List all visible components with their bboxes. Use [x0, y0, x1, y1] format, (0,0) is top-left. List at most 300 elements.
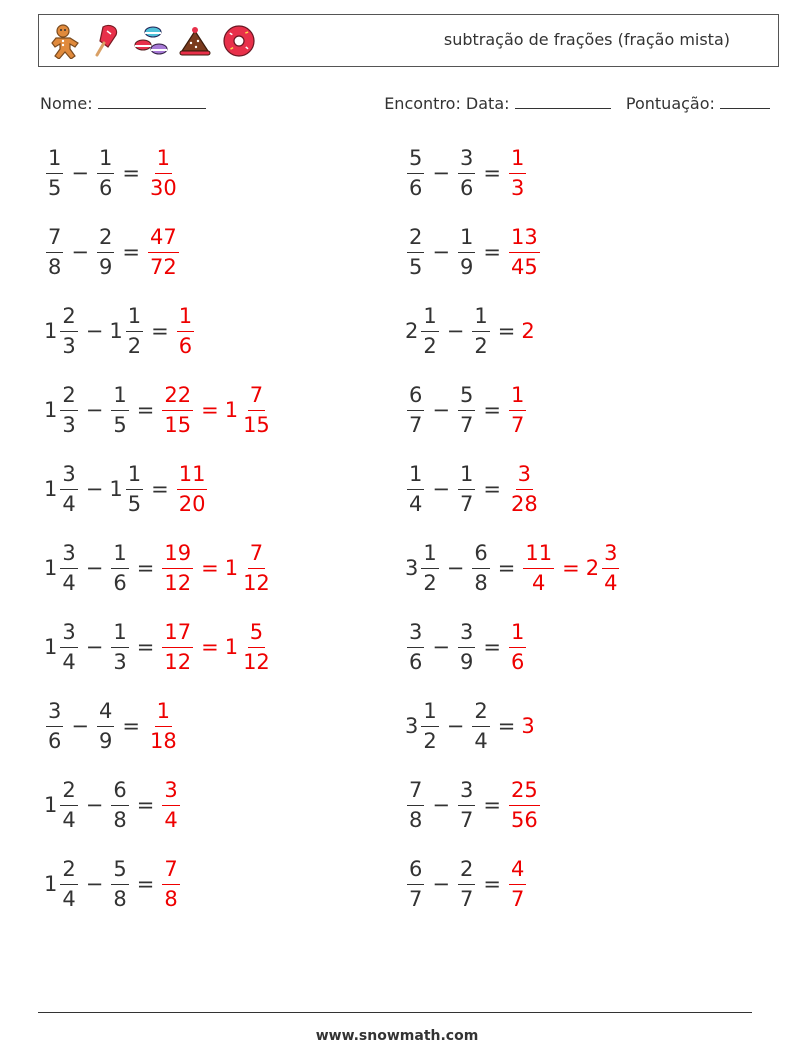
- footer-divider: [38, 1012, 752, 1013]
- mixed-number: [146, 145, 181, 200]
- answer: [146, 698, 181, 753]
- numerator: 1: [458, 227, 475, 253]
- answer: [521, 714, 535, 738]
- whole-part: 1: [44, 319, 58, 343]
- mixed-number: [507, 619, 528, 674]
- denominator: 4: [62, 886, 76, 911]
- mixed-number: [146, 224, 181, 279]
- equals-sign: =: [497, 319, 516, 343]
- header-icons: [45, 23, 257, 59]
- numerator: 1: [126, 306, 143, 332]
- fraction: [60, 303, 77, 358]
- answer: [507, 382, 528, 437]
- fraction: [97, 145, 114, 200]
- denominator: 2: [423, 333, 437, 358]
- denominator: 2: [474, 333, 488, 358]
- mixed-number: [44, 540, 80, 595]
- numerator: 1: [458, 464, 475, 490]
- problem-item: [405, 849, 528, 919]
- answer: [507, 856, 528, 911]
- minus-sign: −: [446, 556, 465, 580]
- numerator: 1: [126, 464, 143, 490]
- answer: [160, 856, 181, 911]
- fraction: [241, 619, 272, 674]
- date-label: Encontro: Data:: [384, 94, 510, 113]
- answer: [507, 777, 542, 832]
- score-label: Pontuação:: [625, 94, 715, 113]
- mixed-number: [456, 145, 477, 200]
- numerator: 2: [60, 780, 77, 806]
- denominator: 4: [164, 807, 178, 832]
- equals-sign: =: [201, 398, 219, 422]
- whole-part: 1: [109, 319, 123, 343]
- fraction: [111, 777, 128, 832]
- numerator: 5: [248, 622, 265, 648]
- numerator: 2: [407, 227, 424, 253]
- whole-part: 3: [521, 714, 535, 738]
- fraction: [472, 303, 489, 358]
- fraction: [241, 382, 272, 437]
- mixed-number: [521, 319, 535, 343]
- denominator: 5: [409, 254, 423, 279]
- mixed-number: [160, 777, 181, 832]
- mixed-number: [585, 540, 622, 595]
- fraction: [60, 540, 77, 595]
- whole-part: 1: [109, 477, 123, 501]
- problem-item: [44, 612, 274, 682]
- whole-part: 1: [44, 477, 58, 501]
- denominator: 7: [409, 412, 423, 437]
- fraction: [46, 224, 63, 279]
- numerator: 1: [46, 148, 63, 174]
- numerator: 22: [162, 385, 193, 411]
- mixed-number: [470, 303, 491, 358]
- popsicle-icon: [89, 23, 125, 59]
- problem-item: [405, 138, 528, 208]
- numerator: 3: [60, 622, 77, 648]
- fraction: [407, 461, 424, 516]
- denominator: 3: [510, 175, 525, 200]
- problem-item: [44, 296, 196, 366]
- numerator: 3: [458, 622, 475, 648]
- fraction: [509, 382, 526, 437]
- numerator: 3: [60, 543, 77, 569]
- whole-part: 1: [44, 556, 58, 580]
- mixed-number: [44, 698, 65, 753]
- equals-sign: =: [201, 635, 219, 659]
- fraction: [523, 540, 554, 595]
- denominator: 2: [127, 333, 142, 358]
- fraction: [162, 382, 193, 437]
- answer: [175, 461, 210, 516]
- mixed-number: [507, 382, 528, 437]
- mixed-number: [405, 540, 441, 595]
- fraction: [407, 224, 424, 279]
- fraction: [421, 540, 438, 595]
- mixed-number: [456, 382, 477, 437]
- fraction: [407, 856, 424, 911]
- mixed-number: [456, 856, 477, 911]
- mixed-number: [44, 382, 80, 437]
- equals-sign: =: [497, 556, 516, 580]
- fraction: [509, 856, 526, 911]
- denominator: 12: [164, 570, 192, 595]
- mixed-number: [507, 777, 542, 832]
- mixed-number: [405, 224, 426, 279]
- fraction: [602, 540, 619, 595]
- numerator: 7: [248, 543, 265, 569]
- minus-sign: −: [432, 872, 450, 896]
- minus-sign: −: [446, 319, 465, 343]
- problem-item: [44, 533, 274, 603]
- mixed-number: [405, 777, 426, 832]
- denominator: 7: [510, 412, 525, 437]
- whole-part: 1: [44, 398, 58, 422]
- fraction: [509, 777, 540, 832]
- denominator: 15: [243, 412, 270, 437]
- minus-sign: −: [432, 793, 450, 817]
- denominator: 56: [510, 807, 538, 832]
- problem-item: [405, 612, 528, 682]
- minus-sign: −: [432, 635, 450, 659]
- fraction: [60, 777, 77, 832]
- numerator: 1: [421, 306, 438, 332]
- fraction: [407, 777, 424, 832]
- fraction: [458, 777, 475, 832]
- equals-sign: =: [483, 793, 501, 817]
- numerator: 3: [46, 701, 63, 727]
- mixed-number: [175, 461, 210, 516]
- numerator: 3: [407, 622, 424, 648]
- answer: [507, 619, 528, 674]
- numerator: 6: [472, 543, 489, 569]
- numerator: 25: [509, 780, 540, 806]
- mixed-number: [44, 856, 80, 911]
- whole-part: 1: [224, 556, 239, 580]
- fraction: [407, 145, 424, 200]
- meeting-score-fields: [384, 94, 770, 113]
- equals-sign: =: [483, 398, 501, 422]
- fraction: [162, 540, 193, 595]
- numerator: 1: [421, 543, 438, 569]
- fraction: [97, 698, 114, 753]
- fraction: [177, 303, 194, 358]
- fraction: [458, 382, 475, 437]
- fraction: [126, 303, 143, 358]
- equals-sign: =: [151, 319, 169, 343]
- minus-sign: −: [85, 398, 104, 422]
- mixed-number: [507, 856, 528, 911]
- fraction: [458, 224, 475, 279]
- problem-item: [405, 296, 536, 366]
- numerator: 47: [148, 227, 179, 253]
- mixed-number: [405, 619, 426, 674]
- denominator: 9: [98, 254, 113, 279]
- minus-sign: −: [85, 793, 104, 817]
- mixed-number: [109, 461, 145, 516]
- denominator: 2: [423, 728, 437, 753]
- date-blank: [515, 94, 611, 109]
- problem-item: [405, 454, 542, 524]
- denominator: 12: [164, 649, 192, 674]
- minus-sign: −: [432, 477, 450, 501]
- equals-sign: =: [136, 556, 155, 580]
- fraction: [177, 461, 208, 516]
- equals-sign: =: [483, 477, 501, 501]
- denominator: 6: [113, 570, 127, 595]
- fraction: [472, 540, 489, 595]
- numerator: 3: [602, 543, 619, 569]
- numerator: 1: [155, 148, 172, 174]
- mixed-number: [456, 461, 477, 516]
- minus-sign: −: [432, 240, 450, 264]
- fraction: [126, 461, 143, 516]
- macarons-icon: [133, 23, 169, 59]
- denominator: 4: [532, 570, 546, 595]
- numerator: 5: [111, 859, 128, 885]
- problem-item: [44, 375, 274, 445]
- denominator: 8: [164, 886, 178, 911]
- answer: [507, 224, 542, 279]
- fraction: [60, 382, 77, 437]
- fraction: [458, 619, 475, 674]
- problem-item: [405, 691, 536, 761]
- worksheet-header: [38, 14, 779, 67]
- fraction: [60, 461, 77, 516]
- problem-item: [44, 691, 181, 761]
- gingerbread-man-icon: [45, 23, 81, 59]
- numerator: 1: [509, 385, 526, 411]
- problem-item: [405, 770, 542, 840]
- denominator: 72: [149, 254, 177, 279]
- numerator: 3: [458, 780, 475, 806]
- fraction: [509, 224, 540, 279]
- fraction: [111, 856, 128, 911]
- minus-sign: −: [71, 714, 89, 738]
- equals-sign: =: [483, 872, 501, 896]
- answer: [507, 461, 542, 516]
- fraction: [407, 382, 424, 437]
- numerator: 6: [407, 859, 424, 885]
- fraction: [241, 540, 272, 595]
- answer: [146, 224, 181, 279]
- equals-sign: =: [136, 793, 155, 817]
- minus-sign: −: [85, 477, 104, 501]
- denominator: 6: [178, 333, 193, 358]
- fraction: [148, 224, 179, 279]
- mixed-number: [507, 145, 528, 200]
- mixed-number: [507, 224, 542, 279]
- mixed-number: [160, 856, 181, 911]
- numerator: 13: [509, 227, 540, 253]
- denominator: 20: [178, 491, 206, 516]
- denominator: 6: [98, 175, 113, 200]
- mixed-number: [456, 777, 477, 832]
- worksheet-title: subtração de frações (fração mista): [443, 30, 730, 49]
- denominator: 8: [113, 886, 127, 911]
- fraction: [60, 856, 77, 911]
- numerator: 1: [509, 148, 526, 174]
- mixed-number: [405, 461, 426, 516]
- fraction: [162, 777, 179, 832]
- mixed-number: [405, 856, 426, 911]
- numerator: 7: [46, 227, 63, 253]
- minus-sign: −: [71, 161, 89, 185]
- equals-sign: =: [136, 635, 155, 659]
- whole-part: 1: [44, 872, 58, 896]
- problem-item: [44, 138, 181, 208]
- footer-site: www.snowmath.com: [315, 1028, 479, 1044]
- numerator: 1: [111, 622, 128, 648]
- numerator: 1: [421, 701, 438, 727]
- fraction: [509, 461, 540, 516]
- mixed-number: [44, 461, 80, 516]
- numerator: 2: [60, 385, 77, 411]
- problem-item: [44, 849, 182, 919]
- denominator: 2: [423, 570, 437, 595]
- mixed-number: [44, 619, 80, 674]
- answer: [160, 382, 273, 437]
- minus-sign: −: [446, 714, 465, 738]
- numerator: 6: [111, 780, 128, 806]
- denominator: 7: [409, 886, 423, 911]
- name-blank: [98, 94, 206, 109]
- mixed-number: [109, 382, 130, 437]
- denominator: 4: [604, 570, 618, 595]
- equals-sign: =: [483, 161, 501, 185]
- minus-sign: −: [432, 398, 450, 422]
- denominator: 3: [62, 412, 76, 437]
- equals-sign: =: [136, 872, 155, 896]
- whole-part: 1: [44, 635, 58, 659]
- denominator: 8: [409, 807, 423, 832]
- minus-sign: −: [432, 161, 450, 185]
- denominator: 8: [48, 254, 62, 279]
- numerator: 19: [162, 543, 193, 569]
- mixed-number: [224, 619, 274, 674]
- problem-item: [44, 454, 209, 524]
- whole-part: 1: [224, 635, 239, 659]
- mixed-number: [160, 619, 195, 674]
- mixed-number: [146, 698, 181, 753]
- numerator: 7: [248, 385, 265, 411]
- denominator: 3: [113, 649, 127, 674]
- mixed-number: [160, 540, 195, 595]
- numerator: 1: [97, 148, 114, 174]
- numerator: 3: [458, 148, 475, 174]
- denominator: 18: [149, 728, 177, 753]
- name-label: Nome:: [40, 94, 93, 113]
- problem-item: [405, 375, 528, 445]
- mixed-number: [470, 698, 491, 753]
- mixed-number: [44, 777, 80, 832]
- equals-sign: =: [122, 240, 140, 264]
- denominator: 6: [409, 649, 423, 674]
- denominator: 4: [62, 491, 76, 516]
- mixed-number: [405, 145, 426, 200]
- numerator: 2: [472, 701, 489, 727]
- mixed-number: [456, 619, 477, 674]
- fraction: [421, 698, 438, 753]
- denominator: 15: [164, 412, 192, 437]
- answer: [521, 319, 535, 343]
- fraction: [458, 856, 475, 911]
- minus-sign: −: [85, 319, 104, 343]
- fraction: [458, 145, 475, 200]
- fraction: [111, 619, 128, 674]
- minus-sign: −: [85, 872, 104, 896]
- answer: [146, 145, 181, 200]
- equals-sign: =: [483, 240, 501, 264]
- denominator: 30: [149, 175, 177, 200]
- equals-sign: =: [122, 161, 140, 185]
- numerator: 5: [407, 148, 424, 174]
- fraction: [509, 145, 526, 200]
- answer: [160, 777, 181, 832]
- denominator: 6: [409, 175, 423, 200]
- fraction: [472, 698, 489, 753]
- denominator: 7: [459, 807, 474, 832]
- fraction: [46, 698, 63, 753]
- numerator: 5: [458, 385, 475, 411]
- problem-item: [44, 217, 181, 287]
- numerator: 17: [162, 622, 193, 648]
- numerator: 1: [177, 306, 194, 332]
- denominator: 9: [459, 649, 474, 674]
- problem-item: [405, 217, 542, 287]
- numerator: 1: [111, 543, 128, 569]
- fraction: [148, 698, 179, 753]
- equals-sign: =: [201, 556, 219, 580]
- score-blank: [720, 94, 770, 109]
- answer: [160, 619, 273, 674]
- donut-icon: [221, 23, 257, 59]
- numerator: 1: [111, 385, 128, 411]
- mixed-number: [109, 777, 130, 832]
- numerator: 1: [472, 306, 489, 332]
- answer: [160, 540, 273, 595]
- answer: [175, 303, 196, 358]
- answer: [521, 540, 621, 595]
- mixed-number: [405, 698, 441, 753]
- mixed-number: [175, 303, 196, 358]
- denominator: 5: [48, 175, 62, 200]
- mixed-number: [95, 145, 116, 200]
- denominator: 5: [113, 412, 127, 437]
- denominator: 5: [127, 491, 142, 516]
- numerator: 6: [407, 385, 424, 411]
- numerator: 4: [509, 859, 526, 885]
- whole-part: 2: [521, 319, 535, 343]
- fraction: [111, 540, 128, 595]
- denominator: 4: [62, 570, 76, 595]
- equals-sign: =: [562, 556, 580, 580]
- denominator: 7: [459, 491, 474, 516]
- mixed-number: [405, 303, 441, 358]
- numerator: 11: [177, 464, 208, 490]
- mixed-number: [109, 303, 145, 358]
- denominator: 7: [459, 886, 474, 911]
- minus-sign: −: [71, 240, 89, 264]
- mixed-number: [109, 856, 130, 911]
- fraction: [407, 619, 424, 674]
- mixed-number: [95, 224, 116, 279]
- numerator: 1: [155, 701, 172, 727]
- equals-sign: =: [497, 714, 516, 738]
- denominator: 28: [510, 491, 538, 516]
- denominator: 12: [243, 570, 270, 595]
- chocolate-cake-icon: [177, 23, 213, 59]
